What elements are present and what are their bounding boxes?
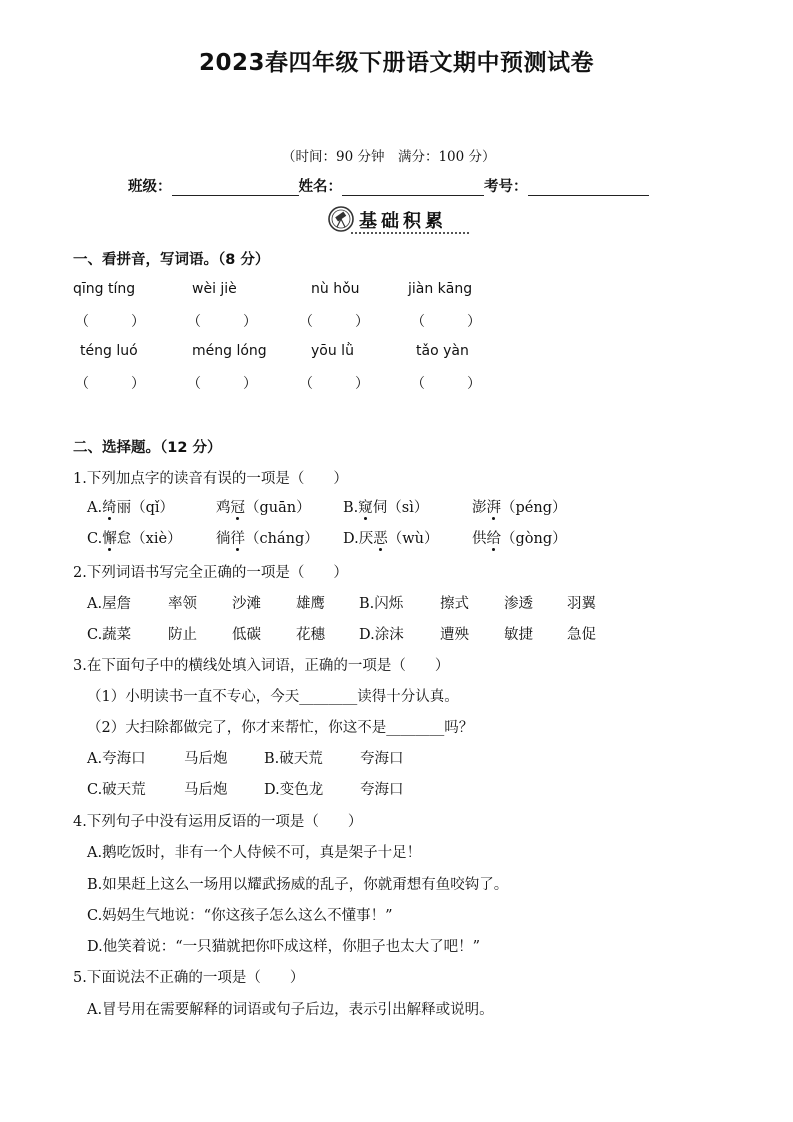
answer-blank-2[interactable]: （ ） (187, 314, 257, 330)
dotted-char: 懈 (102, 531, 117, 547)
q1-option-a: A.绮丽（qǐ） (87, 500, 175, 516)
q2-word: D.涂沫 (359, 627, 404, 643)
dotted-char: 湃 (486, 500, 501, 516)
q3-option: 马后炮 (184, 751, 228, 767)
q3-option: 夸海口 (360, 751, 404, 767)
q2-word: 率领 (168, 596, 197, 612)
q2-word: 防止 (168, 627, 197, 643)
number-blank[interactable] (528, 180, 649, 196)
exam-title: 2023春四年级下册语文期中预测试卷 (198, 50, 594, 76)
q3-stem: 3.在下面句子中的横线处填入词语，正确的一项是（ ） (73, 658, 450, 674)
q2-word: 雄鹰 (296, 596, 325, 612)
name-label: 姓名： (298, 179, 342, 195)
q2-word: 低碳 (232, 627, 261, 643)
answer-blank-7[interactable]: （ ） (299, 376, 369, 392)
q3-option: 夸海口 (360, 782, 404, 798)
q1-option-b: B.窥伺（sì） (343, 500, 429, 516)
q5-option-a: A.冒号用在需要解释的词语或句子后边，表示引出解释或说明。 (87, 1002, 494, 1018)
name-blank[interactable] (342, 180, 484, 196)
q3-option: B.破天荒 (264, 751, 323, 767)
q3-sentence-2: （2）大扫除都做完了，你才来帮忙，你这不是________吗？ (87, 720, 474, 736)
q2-word: A.屋詹 (87, 596, 132, 612)
pinyin-2: wèi jiè (192, 281, 237, 297)
answer-blank-8[interactable]: （ ） (411, 376, 481, 392)
dotted-char: 冠 (230, 500, 245, 516)
q3-option: D.变色龙 (264, 782, 324, 798)
dotted-char: 给 (486, 531, 501, 547)
q1-option-c2: 徜徉（cháng） (216, 531, 319, 547)
q2-stem: 2.下列词语书写完全正确的一项是（ ） (73, 565, 348, 581)
q2-word: 擦式 (440, 596, 469, 612)
section2-heading: 二、选择题。（12 分） (73, 440, 222, 456)
q3-option: A.夸海口 (87, 751, 146, 767)
answer-blank-4[interactable]: （ ） (411, 314, 481, 330)
dotted-char: 恶 (373, 531, 388, 547)
q2-word: B.闪烁 (359, 596, 404, 612)
dotted-char: 徉 (230, 531, 245, 547)
pinyin-5: téng luó (80, 343, 138, 359)
q2-word: C.蔬菜 (87, 627, 132, 643)
q4-option-c: C.妈妈生气地说：“你这孩子怎么这么不懂事！” (87, 908, 393, 924)
pinyin-1: qīng tíng (73, 281, 136, 297)
answer-blank-3[interactable]: （ ） (299, 314, 369, 330)
pinyin-7: yōu lǜ (311, 343, 354, 359)
answer-blank-1[interactable]: （ ） (75, 314, 145, 330)
q1-option-b2: 澎湃（péng） (472, 500, 567, 516)
q4-stem: 4.下列句子中没有运用反语的一项是（ ） (73, 814, 363, 830)
pinyin-8: tǎo yàn (416, 343, 469, 359)
exam-info: （时间：90 分钟 满分：100 分） (282, 149, 496, 165)
dotted-char: 窥 (358, 500, 373, 516)
class-label: 班级： (128, 179, 172, 195)
q4-option-a: A.鹅吃饭时，非有一个人侍候不可，真是架子十足！ (87, 845, 422, 861)
q2-word: 渗透 (504, 596, 533, 612)
dotted-char: 绮 (102, 500, 117, 516)
student-info-row (128, 175, 649, 196)
q2-word: 沙滩 (232, 596, 261, 612)
q1-option-d: D.厌恶（wù） (343, 531, 439, 547)
pinyin-4: jiàn kāng (408, 281, 473, 297)
q2-word: 敏捷 (504, 627, 533, 643)
q3-option: 马后炮 (184, 782, 228, 798)
q2-word: 羽翼 (567, 596, 596, 612)
q4-option-b: B.如果赶上这么一场用以耀武扬威的乱子，你就甭想有鱼咬钩了。 (87, 877, 509, 893)
banner-title: 基础积累 (359, 211, 447, 232)
class-blank[interactable] (172, 180, 299, 196)
answer-blank-5[interactable]: （ ） (75, 376, 145, 392)
q1-option-c: C.懈怠（xiè） (87, 531, 182, 547)
q1-option-a2: 鸡冠（guān） (216, 500, 311, 516)
q5-stem: 5.下面说法不正确的一项是（ ） (73, 970, 305, 986)
q3-sentence-1: （1）小明读书一直不专心，今天________读得十分认真。 (87, 689, 459, 705)
number-label: 考号： (484, 179, 528, 195)
q2-word: 花穗 (296, 627, 325, 643)
section1-heading: 一、看拼音，写词语。（8 分） (73, 252, 270, 268)
q3-option: C.破天荒 (87, 782, 146, 798)
telescope-badge-icon (327, 205, 355, 233)
q2-word: 急促 (567, 627, 596, 643)
section-banner (327, 205, 469, 235)
q1-option-d2: 供给（gòng） (472, 531, 567, 547)
banner-underline (351, 232, 469, 234)
pinyin-6: méng lóng (192, 343, 267, 359)
answer-blank-6[interactable]: （ ） (187, 376, 257, 392)
q4-option-d: D.他笑着说：“一只猫就把你吓成这样，你胆子也太大了吧！” (87, 939, 481, 955)
q2-word: 遭殃 (440, 627, 469, 643)
pinyin-3: nù hǒu (311, 281, 360, 297)
q1-stem: 1.下列加点字的读音有误的一项是（ ） (73, 471, 348, 487)
